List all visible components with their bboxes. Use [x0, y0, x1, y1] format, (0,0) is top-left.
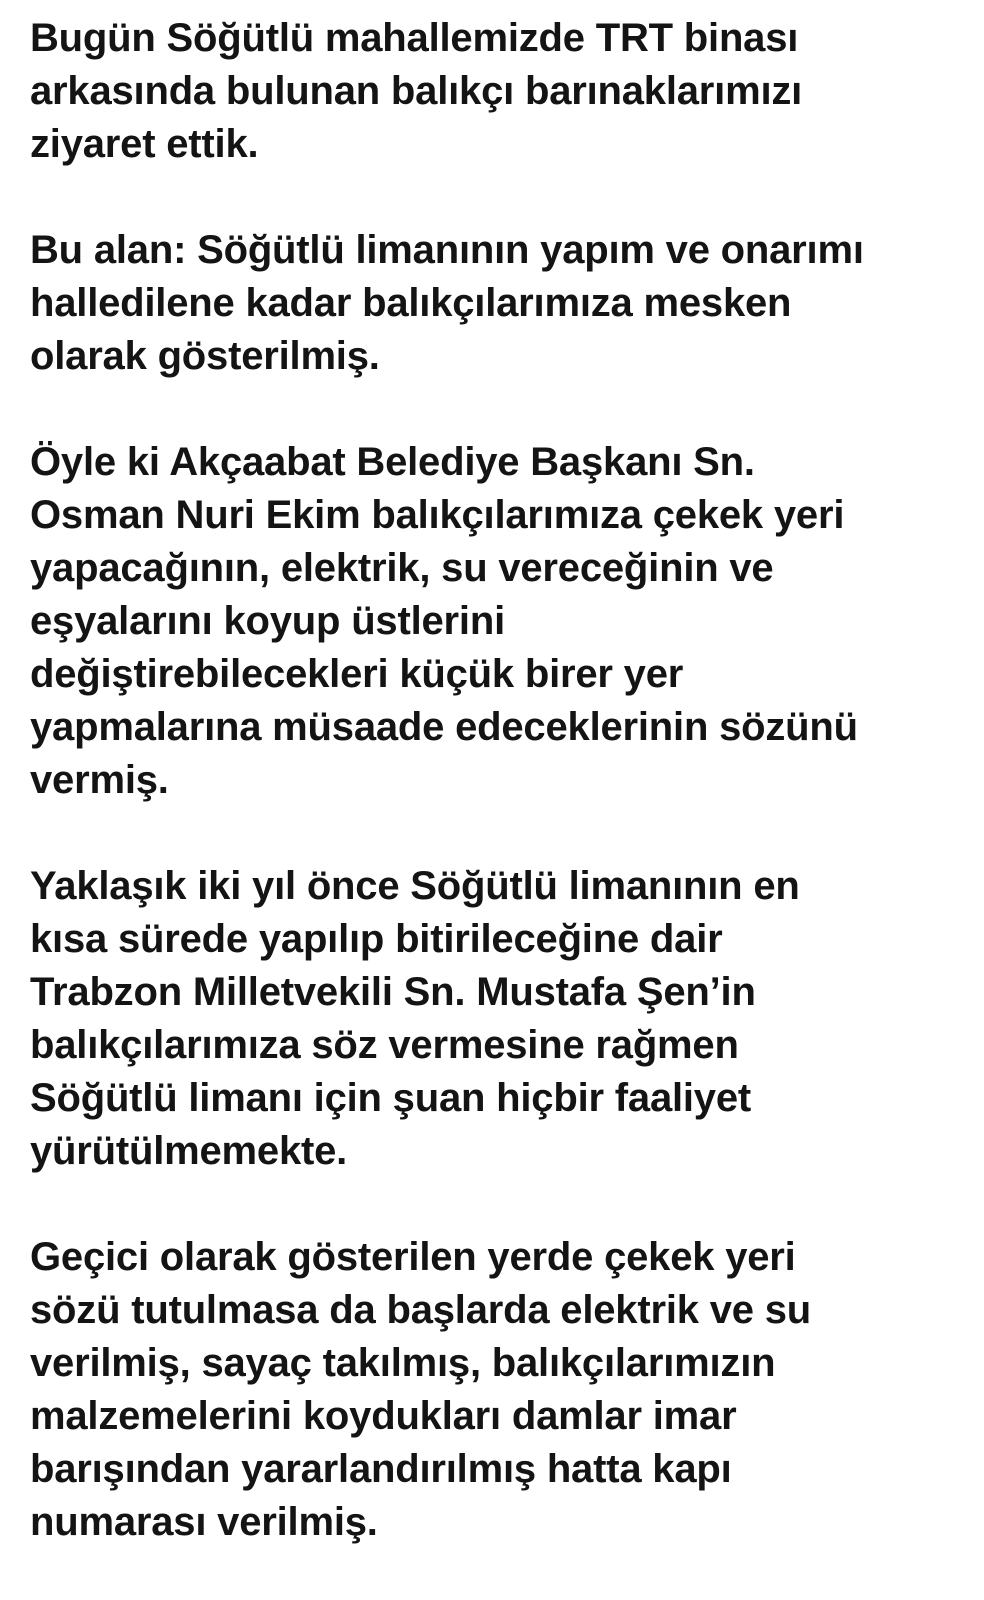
document-body	[30, 0, 970, 1600]
paragraph-2	[30, 224, 970, 383]
text-line: ziyaret ettik.	[30, 122, 259, 166]
text-line: arkasında bulunan balıkçı barınaklarımızı	[30, 69, 803, 113]
paragraph-5	[30, 1231, 970, 1549]
text-line: olarak gösterilmiş.	[30, 334, 380, 378]
text-line: Osman Nuri Ekim balıkçılarımıza çekek yeri	[30, 493, 845, 537]
text-line: yürütülmemekte.	[30, 1129, 348, 1173]
text-line: Öyle ki Akçaabat Belediye Başkanı Sn.	[30, 440, 755, 484]
text-line: malzemelerini koydukları damlar imar	[30, 1394, 737, 1438]
text-line: değiştirebilecekleri küçük birer yer	[30, 652, 684, 696]
text-line: halledilene kadar balıkçılarımıza mesken	[30, 281, 792, 325]
text-line: kısa sürede yapılıp bitirileceğine dair	[30, 917, 723, 961]
text-line: barışından yararlandırılmış hatta kapı	[30, 1447, 732, 1491]
text-line: Trabzon Milletvekili Sn. Mustafa Şen’in	[30, 970, 756, 1014]
text-line: yapacağının, elektrik, su vereceğinin ve	[30, 546, 774, 590]
text-line: yapmalarına müsaade edeceklerinin sözünü	[30, 705, 858, 749]
text-line: balıkçılarımıza söz vermesine rağmen	[30, 1023, 739, 1067]
text-line: Bu alan: Söğütlü limanının yapım ve onarımı	[30, 228, 864, 272]
text-line: verilmiş, sayaç takılmış, balıkçılarımızın	[30, 1341, 776, 1385]
text-line: Yaklaşık iki yıl önce Söğütlü limanının en	[30, 864, 800, 908]
text-line: numarası verilmiş.	[30, 1500, 378, 1544]
paragraph-3	[30, 436, 970, 807]
text-line: Geçici olarak gösterilen yerde çekek yeri	[30, 1235, 796, 1279]
text-line: sözü tutulmasa da başlarda elektrik ve su	[30, 1288, 811, 1332]
text-line: Bugün Söğütlü mahallemizde TRT binası	[30, 16, 799, 60]
text-line: Söğütlü limanı için şuan hiçbir faaliyet	[30, 1076, 752, 1120]
paragraph-1	[30, 12, 970, 171]
paragraph-4	[30, 860, 970, 1178]
text-line: vermiş.	[30, 758, 169, 802]
text-line: eşyalarını koyup üstlerini	[30, 599, 505, 643]
